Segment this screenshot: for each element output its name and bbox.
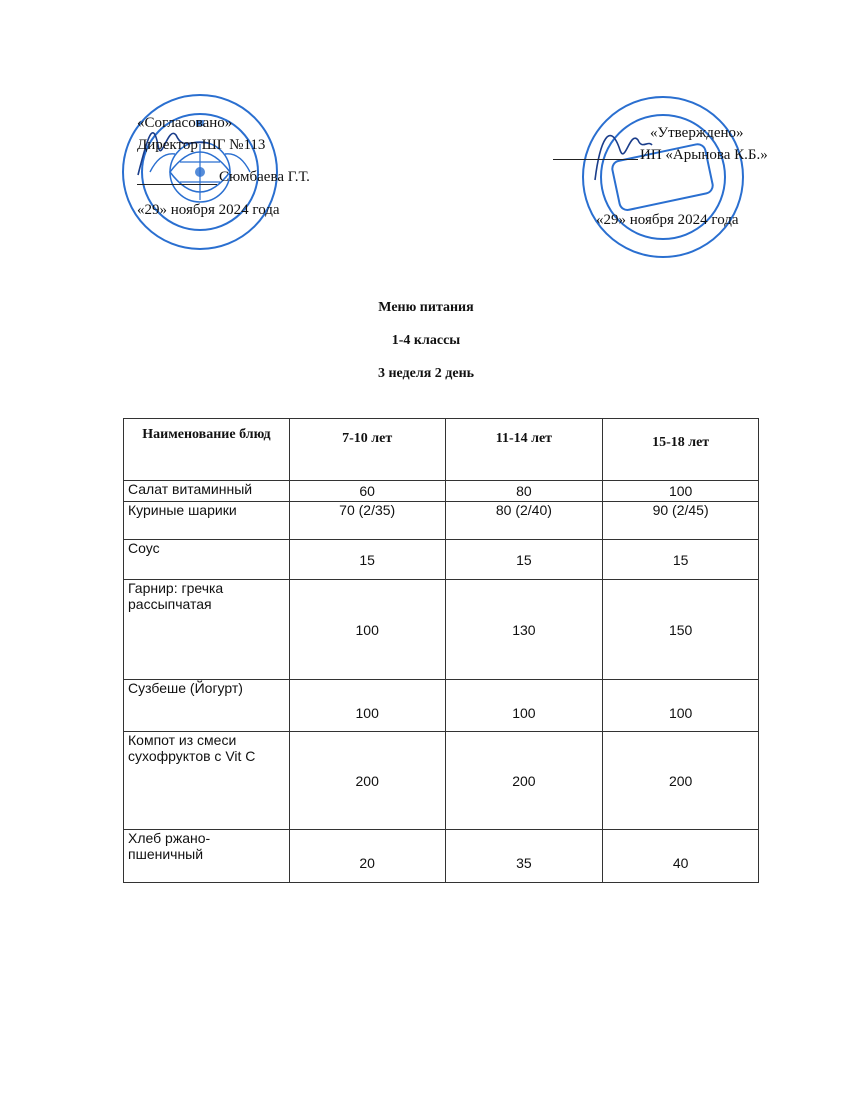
entrepreneur-name: ИП «Арынова К.Б.»: [640, 147, 768, 163]
left-date: «29» ноября 2024 года: [137, 202, 280, 218]
portion-15-18: 40: [603, 830, 759, 883]
portion-7-10: 100: [289, 680, 445, 732]
portion-11-14: 35: [445, 830, 603, 883]
portion-11-14: 100: [445, 680, 603, 732]
director-title: Директор ШГ №113: [137, 137, 266, 153]
portion-7-10: 60: [289, 481, 445, 502]
right-date: «29» ноября 2024 года: [596, 212, 739, 228]
portion-11-14: 130: [445, 580, 603, 680]
table-row: [124, 732, 759, 830]
portion-15-18: 200: [603, 732, 759, 830]
menu-table: [123, 418, 759, 883]
table-row: [124, 830, 759, 883]
portion-7-10: 100: [289, 580, 445, 680]
portion-7-10: 200: [289, 732, 445, 830]
dish-name: Сузбеше (Йогурт): [124, 680, 290, 732]
agreed-label: «Согласовано»: [137, 115, 233, 131]
table-row: [124, 540, 759, 580]
portion-15-18: 150: [603, 580, 759, 680]
table-row: [124, 502, 759, 540]
week-day-label: 3 неделя 2 день: [377, 366, 475, 381]
director-name: Сюмбаева Г.Т.: [219, 169, 310, 185]
portion-11-14: 15: [445, 540, 603, 580]
table-row: [124, 481, 759, 502]
dish-name: Хлеб ржано-пшеничный: [124, 830, 290, 883]
header-dish-name: Наименование блюд: [124, 419, 290, 481]
dish-name: Куриные шарики: [124, 502, 290, 540]
portion-15-18: 15: [603, 540, 759, 580]
table-row: [124, 580, 759, 680]
portion-7-10: 20: [289, 830, 445, 883]
portion-7-10: 70 (2/35): [289, 502, 445, 540]
header-age-11-14: 11-14 лет: [445, 419, 603, 481]
dish-name: Салат витаминный: [124, 481, 290, 502]
header-age-15-18: 15-18 лет: [603, 419, 759, 481]
grade-label: 1-4 классы: [391, 333, 461, 348]
dish-name: Соус: [124, 540, 290, 580]
table-row: [124, 680, 759, 732]
portion-15-18: 100: [603, 680, 759, 732]
portion-15-18: 100: [603, 481, 759, 502]
table-header-row: [124, 419, 759, 481]
portion-15-18: 90 (2/45): [603, 502, 759, 540]
entrepreneur-signature-line: [553, 159, 638, 160]
portion-11-14: 200: [445, 732, 603, 830]
portion-7-10: 15: [289, 540, 445, 580]
header-age-7-10: 7-10 лет: [289, 419, 445, 481]
director-signature-line: [137, 184, 217, 185]
dish-name: Гарнир: гречка рассыпчатая: [124, 580, 290, 680]
portion-11-14: 80: [445, 481, 603, 502]
approved-label: «Утверждено»: [650, 125, 744, 141]
document-title: Меню питания: [378, 300, 474, 315]
dish-name: Компот из смеси сухофруктов с Vit C: [124, 732, 290, 830]
portion-11-14: 80 (2/40): [445, 502, 603, 540]
